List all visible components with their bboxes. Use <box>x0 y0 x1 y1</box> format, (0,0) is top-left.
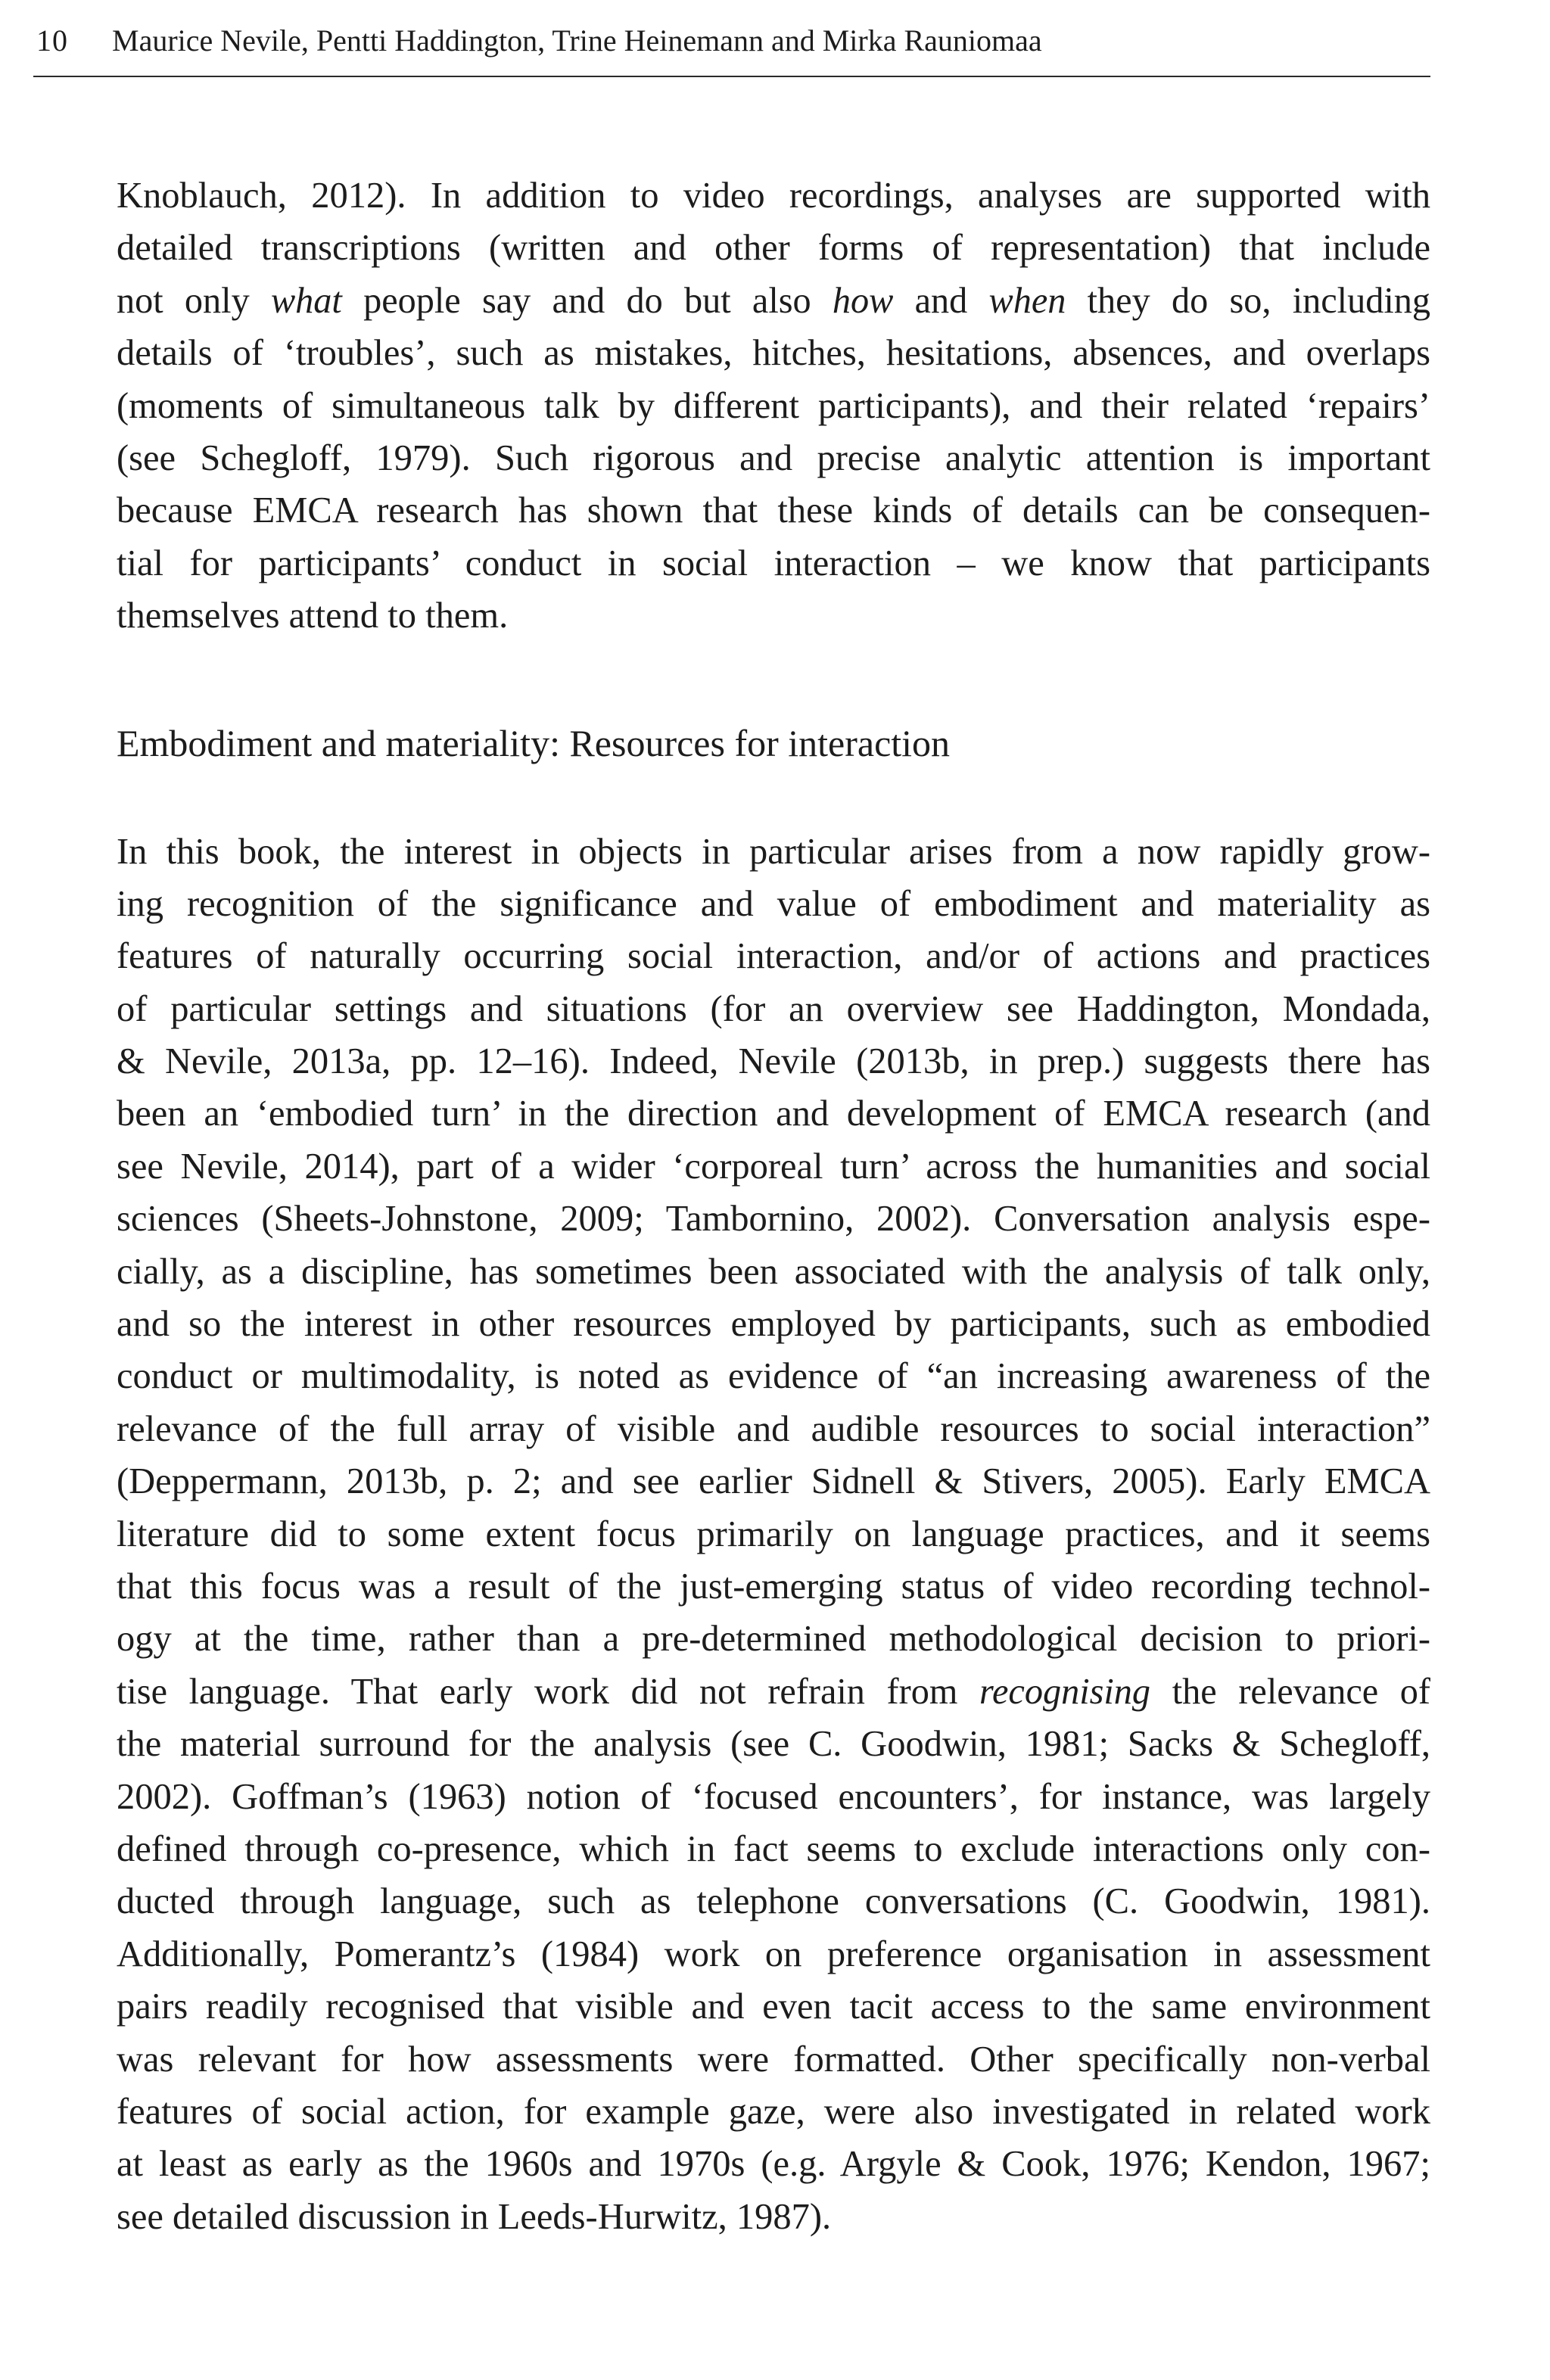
text-line: detailed transcriptions (written and other forms of representation) that include <box>117 228 1430 269</box>
text-line: Additionally, Pomerantz’s (1984) work on preference organisation in assessment <box>117 1934 1430 1974</box>
text-line: been an ‘embodied turn’ in the direction and development of EMCA research (and <box>117 1094 1430 1134</box>
page-number: 10 <box>36 23 68 58</box>
text-line: see Nevile, 2014), part of a wider ‘corporeal turn’ across the humanities and social <box>117 1146 1430 1187</box>
emphasis-how: how <box>832 280 894 321</box>
text-line: defined through co-presence, which in fact seems to exclude interactions only con- <box>117 1828 1430 1869</box>
paragraph-2 <box>117 826 1430 2244</box>
text-line: was relevant for how assessments were formatted. Other specifically non-verbal <box>117 2039 1430 2080</box>
text-line: the material surround for the analysis (see C. Goodwin, 1981; Sacks & Schegloff, <box>117 1724 1430 1765</box>
text-line: and so the interest in other resources employed by participants, such as embodied <box>117 1304 1430 1345</box>
text-line: sciences (Sheets-Johnstone, 2009; Tambornino, 2002). Conversation analysis espe- <box>117 1199 1430 1240</box>
text-line: cially, as a discipline, has sometimes been associated with the analysis of talk only, <box>117 1251 1430 1292</box>
text-line: conduct or multimodality, is noted as evidence of “an increasing awareness of the <box>117 1356 1430 1397</box>
text-line: ducted through language, such as telephone conversations (C. Goodwin, 1981). <box>117 1881 1430 1922</box>
emphasis-recognising: recognising <box>979 1671 1151 1712</box>
running-header-authors: Maurice Nevile, Pentti Haddington, Trine Heinemann and Mirka Rauniomaa <box>112 23 1042 58</box>
text-line: tise language. That early work did not refrain from recognising the relevance of <box>117 1671 1431 1712</box>
text-line: & Nevile, 2013a, pp. 12–16). Indeed, Nevile (2013b, in prep.) suggests there has <box>117 1041 1430 1082</box>
text-line: relevance of the full array of visible and audible resources to social interaction” <box>117 1408 1430 1449</box>
emphasis-when: when <box>988 280 1066 321</box>
text-line: of particular settings and situations (for an overview see Haddington, Mondada, <box>117 988 1430 1029</box>
page-body <box>117 170 1430 2243</box>
text-line: In this book, the interest in objects in particular arises from a now rapidly grow- <box>117 831 1430 872</box>
text-line: 2002). Goffman’s (1963) notion of ‘focused encounters’, for instance, was largely <box>117 1776 1430 1817</box>
text-line: at least as early as the 1960s and 1970s (e.g. Argyle & Cook, 1976; Kendon, 1967; <box>117 2144 1430 2185</box>
text-line: features of naturally occurring social interaction, and/or of actions and practices <box>117 936 1430 977</box>
text-line: ing recognition of the significance and value of embodiment and materiality as <box>117 883 1430 924</box>
section-heading: Embodiment and materiality: Resources for interaction <box>117 721 951 764</box>
text-line: (moments of simultaneous talk by different participants), and their related ‘repairs’ <box>117 385 1430 426</box>
running-header <box>33 18 1430 77</box>
text-line: features of social action, for example gaze, were also investigated in related work <box>117 2091 1430 2132</box>
text-line: literature did to some extent focus primarily on language practices, and it seems <box>117 1514 1430 1554</box>
text-line: (see Schegloff, 1979). Such rigorous and precise analytic attention is important <box>117 437 1430 478</box>
text-line: that this focus was a result of the just-emerging status of video recording technol- <box>117 1566 1430 1607</box>
emphasis-what: what <box>270 280 342 321</box>
text-line: tial for participants’ conduct in social interaction – we know that participants <box>117 543 1430 583</box>
text-line: pairs readily recognised that visible and even tacit access to the same environment <box>117 1986 1430 2027</box>
text-line: details of ‘troubles’, such as mistakes, hitches, hesitations, absences, and overlaps <box>117 333 1430 374</box>
text-line: see detailed discussion in Leeds-Hurwitz, 1987). <box>117 2196 832 2237</box>
paragraph-1 <box>117 170 1430 642</box>
text-line: Knoblauch, 2012). In addition to video recordings, analyses are supported with <box>117 176 1430 216</box>
text-line: themselves attend to them. <box>117 596 509 636</box>
text-line: ogy at the time, rather than a pre-determined methodological decision to priori- <box>117 1619 1430 1660</box>
text-line: (Deppermann, 2013b, p. 2; and see earlier Sidnell & Stivers, 2005). Early EMCA <box>117 1461 1430 1502</box>
text-line: not only what people say and do but also how and when they do so, including <box>117 280 1430 321</box>
text-line: because EMCA research has shown that these kinds of details can be consequen- <box>117 490 1430 531</box>
